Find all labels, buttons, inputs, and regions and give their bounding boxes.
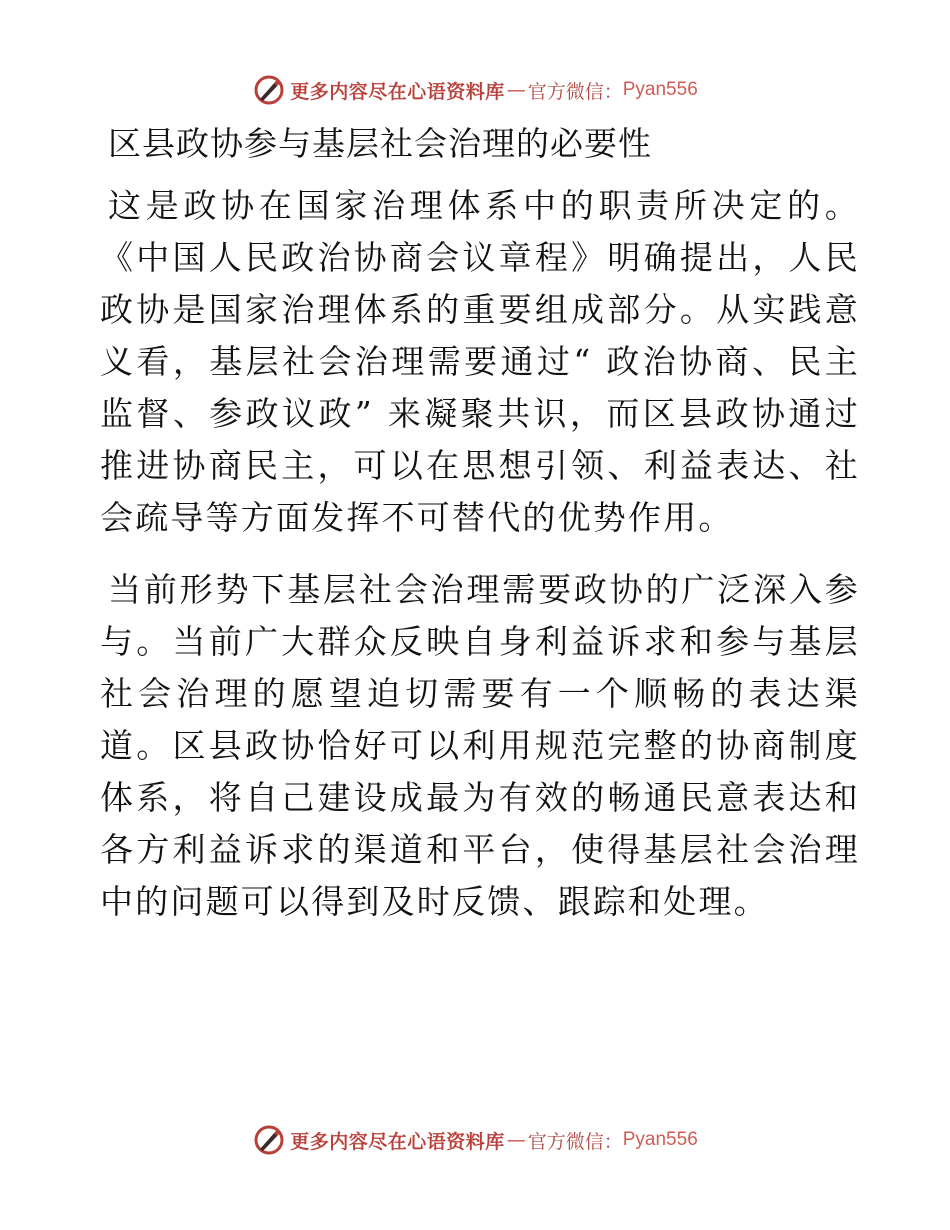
quill-pen-logo-icon bbox=[252, 1123, 286, 1157]
header-wechat-id: Pyan556 bbox=[622, 79, 698, 100]
document-title: 区县政协参与基层社会治理的必要性 bbox=[108, 124, 652, 163]
document-body bbox=[100, 118, 860, 948]
quill-pen-logo-icon bbox=[252, 73, 286, 107]
footer-wechat-label: 官方微信： bbox=[527, 1130, 623, 1153]
header-banner bbox=[0, 70, 950, 110]
header-promo-text: 更多内容尽在心语资料库 bbox=[290, 80, 505, 103]
paragraph-1: 这是政协在国家治理体系中的职责所决定的。《中国人民政治协商会议章程》明确提出，人民政协是国家治理体系的重要组成部分。从实践意义看，基层社会治理需要通过“ 政治协商、民主监督、参政议政” 来凝聚共识，而区县政协通过推进协商民主，可以在思想引领、利益表达、社会疏导等方面发挥不可替代的优势作用。 bbox=[100, 186, 860, 537]
footer-wechat-id: Pyan556 bbox=[622, 1129, 698, 1150]
footer-promo-text: 更多内容尽在心语资料库 bbox=[290, 1130, 505, 1153]
footer-banner bbox=[0, 1120, 950, 1160]
header-wechat-label: 官方微信： bbox=[527, 80, 623, 103]
paragraph-2: 当前形势下基层社会治理需要政协的广泛深入参与。当前广大群众反映自身利益诉求和参与基层社会治理的愿望迫切需要有一个顺畅的表达渠道。区县政协恰好可以利用规范完整的协商制度体系，将自己建设成最为有效的畅通民意表达和各方利益诉求的渠道和平台，使得基层社会治理中的问题可以得到及时反馈、跟踪和处理。 bbox=[100, 570, 860, 921]
footer-dash: — bbox=[506, 1129, 526, 1151]
header-dash: — bbox=[506, 79, 526, 101]
